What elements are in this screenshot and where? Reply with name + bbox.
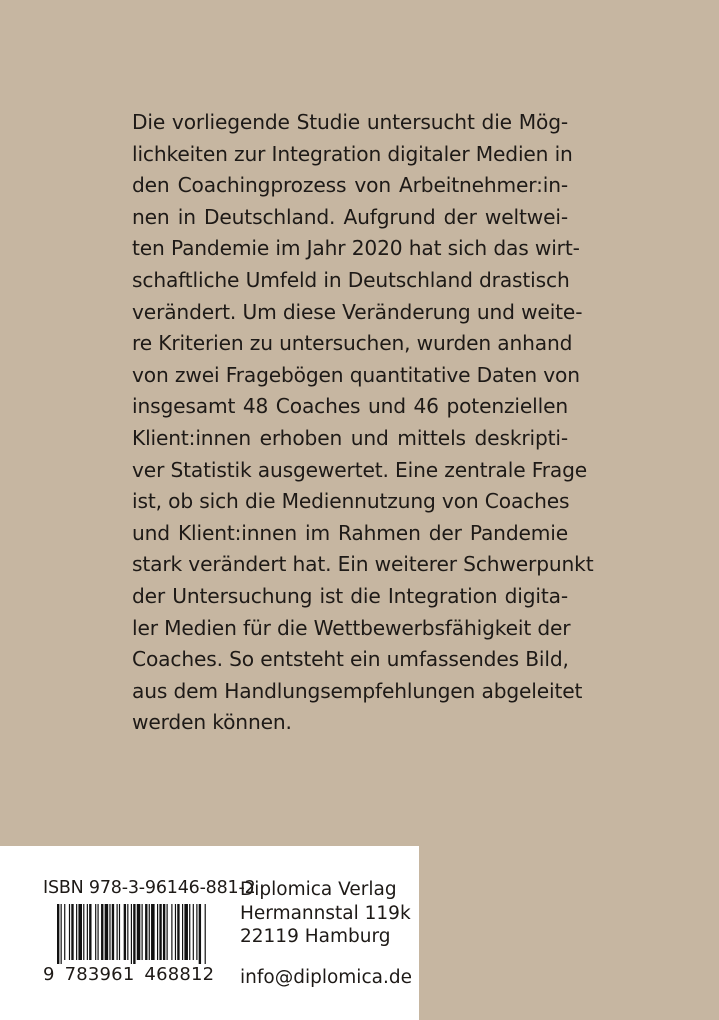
- barcode-image: [57, 904, 207, 964]
- blurb-line: re Kriterien zu untersuchen, wurden anhand: [132, 331, 573, 356]
- blurb-line: insgesamt 48 Coaches und 46 potenziellen: [132, 394, 568, 419]
- publisher-name: Diplomica Verlag: [240, 879, 397, 900]
- blurb-line: werden können.: [132, 710, 292, 735]
- blurb-line: den Coachingprozess von Arbeitnehmer:in-: [132, 173, 568, 198]
- blurb-line: von zwei Fragebögen quantitative Daten von: [132, 362, 580, 387]
- barcode-first-digit: 9: [43, 964, 55, 985]
- blurb-line: ten Pandemie im Jahr 2020 hat sich das wirt-: [132, 236, 580, 261]
- blurb-line: Die vorliegende Studie untersucht die Mög-: [132, 110, 568, 134]
- barcode-right-group: 468812: [144, 964, 215, 985]
- blurb-line: nen in Deutschland. Aufgrund der weltwei-: [132, 204, 568, 229]
- blurb-line: schaftliche Umfeld in Deutschland drastisch: [132, 267, 570, 292]
- blurb-line: ver Statistik ausgewertet. Eine zentrale Frage: [132, 457, 588, 482]
- blurb-line: verändert. Um diese Veränderung und weite-: [132, 299, 583, 324]
- blurb-line: Coaches. So entsteht ein umfassendes Bild,: [132, 647, 569, 672]
- publisher-city: 22119 Hamburg: [240, 926, 391, 947]
- publisher-email: info@diplomica.de: [240, 966, 412, 988]
- blurb-line: und Klient:innen im Rahmen der Pandemie: [132, 520, 568, 545]
- blurb-line: aus dem Handlungsempfehlungen abgeleitet: [132, 678, 583, 703]
- barcode-digits: [43, 964, 215, 985]
- barcode-left-group: 783961: [64, 964, 135, 985]
- publisher-street: Hermannstal 119k: [240, 902, 411, 924]
- blurb-line: ler Medien für die Wettbewerbsfähigkeit der: [132, 615, 571, 640]
- blurb-text: [132, 107, 594, 739]
- isbn-label: ISBN 978-3-96146-881-2: [43, 878, 256, 898]
- publisher-info: [240, 878, 412, 989]
- blurb-line: stark verändert hat. Ein weiterer Schwerpunkt: [132, 552, 594, 577]
- blurb-line: lichkeiten zur Integration digitaler Medien in: [132, 141, 573, 166]
- blurb-line: der Untersuchung ist die Integration digita-: [132, 583, 568, 608]
- blurb-line: Klient:innen erhoben und mittels deskripti-: [132, 425, 568, 450]
- blurb-line: ist, ob sich die Mediennutzung von Coaches: [132, 489, 570, 514]
